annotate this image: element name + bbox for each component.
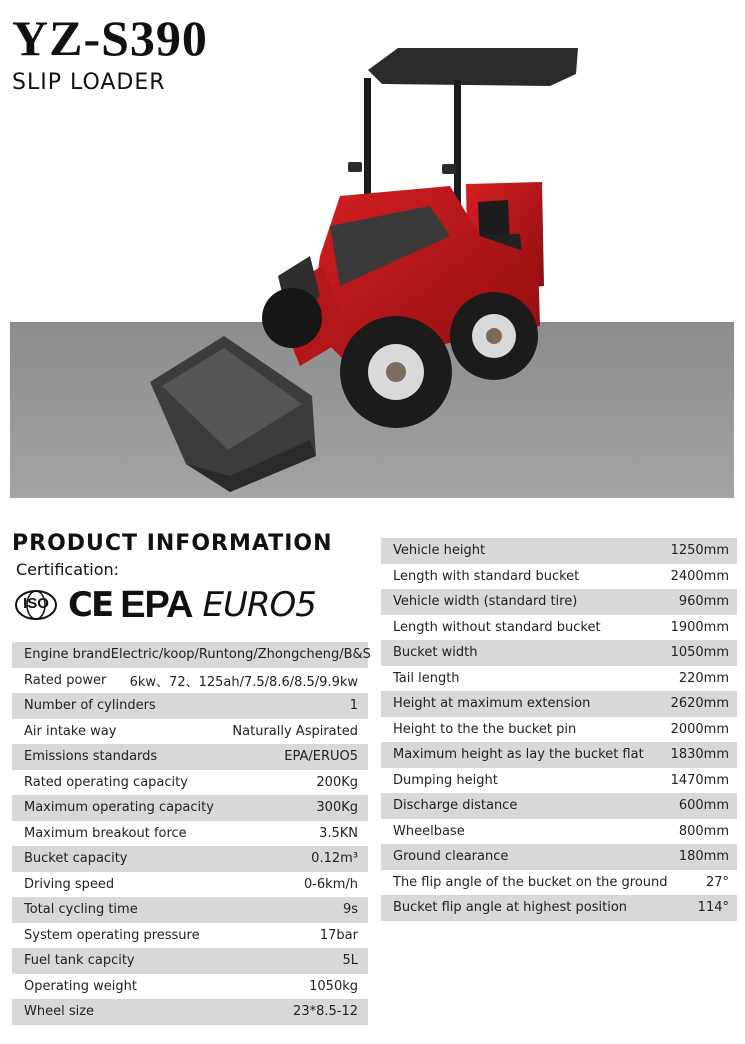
spec-value: 200Kg: [316, 774, 358, 790]
spec-value: 1830mm: [670, 747, 729, 763]
table-row: [12, 719, 368, 745]
spec-label: Tail length: [393, 670, 460, 686]
table-row: [381, 844, 737, 870]
table-row: [381, 819, 737, 845]
spec-label: Rated power: [24, 672, 107, 688]
spec-value: 1: [349, 698, 358, 714]
spec-value: 27°: [705, 874, 729, 890]
table-row: [381, 615, 737, 641]
table-row: [12, 668, 368, 694]
spec-value: 9s: [342, 902, 358, 918]
section-title: PRODUCT INFORMATION: [12, 531, 333, 556]
spec-label: Fuel tank capcity: [24, 953, 135, 969]
table-row: [12, 897, 368, 923]
spec-value: Electric/koop/Runtong/Zhongcheng/B&S: [110, 647, 371, 663]
table-row: [12, 744, 368, 770]
spec-label: Bucket capacity: [24, 851, 128, 867]
spec-label: Length without standard bucket: [393, 619, 601, 635]
spec-label: Wheel size: [24, 1004, 95, 1020]
spec-value: 2400mm: [670, 568, 729, 584]
spec-value: Naturally Aspirated: [232, 723, 358, 739]
spec-label: Air intake way: [24, 723, 117, 739]
table-row: [381, 666, 737, 692]
certification-label: Certification:: [16, 560, 120, 579]
spec-value: 1050mm: [670, 645, 729, 661]
spec-label: Dumping height: [393, 772, 498, 788]
spec-label: Ground clearance: [393, 849, 509, 865]
spec-label: Bucket flip angle at highest position: [393, 900, 628, 916]
table-row: [12, 923, 368, 949]
spec-value: 17bar: [319, 927, 358, 943]
table-row: [381, 870, 737, 896]
spec-value: 180mm: [678, 849, 729, 865]
table-row: [12, 821, 368, 847]
spec-value: EPA/ERUO5: [284, 749, 358, 765]
table-row: [381, 538, 737, 564]
spec-label: Discharge distance: [393, 798, 518, 814]
model-title: YZ-S390: [12, 10, 208, 66]
spec-table-right: [381, 538, 737, 921]
iso-logo: [14, 589, 58, 621]
spec-value: 1900mm: [670, 619, 729, 635]
spec-value: 220mm: [678, 670, 729, 686]
spec-value: 2000mm: [670, 721, 729, 737]
spec-label: Maximum operating capacity: [24, 800, 214, 816]
spec-value: 114°: [697, 900, 729, 916]
certification-logos: [14, 582, 316, 628]
spec-label: Emissions standards: [24, 749, 158, 765]
table-row: [381, 589, 737, 615]
spec-label: Rated operating capacity: [24, 774, 188, 790]
spec-value: 23*8.5-12: [293, 1004, 358, 1020]
spec-label: Total cycling time: [24, 902, 138, 918]
spec-label: Wheelbase: [393, 823, 465, 839]
table-row: [381, 717, 737, 743]
loader-illustration: [10, 36, 734, 498]
spec-value: 1250mm: [670, 543, 729, 559]
spec-value: 0-6km/h: [303, 876, 358, 892]
table-row: [381, 768, 737, 794]
spec-label: Engine brand: [24, 647, 111, 663]
spec-label: Driving speed: [24, 876, 115, 892]
table-row: [12, 770, 368, 796]
table-row: [381, 895, 737, 921]
spec-value: 300Kg: [316, 800, 358, 816]
spec-value: 1050kg: [309, 978, 358, 994]
table-row: [381, 640, 737, 666]
spec-label: Maximum height as lay the bucket flat: [393, 747, 644, 763]
spec-label: Vehicle height: [393, 543, 486, 559]
table-row: [12, 795, 368, 821]
spec-value: 1470mm: [670, 772, 729, 788]
spec-label: Operating weight: [24, 978, 137, 994]
product-photo: [10, 36, 734, 498]
spec-label: Number of cylinders: [24, 698, 156, 714]
spec-label: Height at maximum extension: [393, 696, 591, 712]
spec-label: Height to the the bucket pin: [393, 721, 577, 737]
spec-value: 600mm: [678, 798, 729, 814]
table-row: [12, 846, 368, 872]
spec-table-left: [12, 642, 371, 1025]
spec-value: 0.12m³: [311, 851, 358, 867]
spec-value: 2620mm: [670, 696, 729, 712]
table-row: [12, 693, 368, 719]
epa-logo: EPA: [120, 583, 193, 626]
table-row: [12, 872, 368, 898]
spec-value: 5L: [342, 953, 358, 969]
euro5-logo: EURO5: [202, 585, 316, 625]
table-row: [12, 974, 368, 1000]
spec-label: Bucket width: [393, 645, 478, 661]
table-row: [12, 948, 368, 974]
spec-label: Length with standard bucket: [393, 568, 580, 584]
table-row: [381, 742, 737, 768]
spec-value: 800mm: [678, 823, 729, 839]
table-row: [381, 564, 737, 590]
spec-label: Maximum breakout force: [24, 825, 187, 841]
table-row: [12, 642, 371, 668]
spec-value: 3.5KN: [319, 825, 358, 841]
iso-text: ISO: [23, 595, 49, 612]
spec-label: The flip angle of the bucket on the ground: [393, 874, 668, 890]
table-row: [381, 793, 737, 819]
ce-mark: CE: [68, 585, 113, 625]
product-subtitle: SLIP LOADER: [12, 70, 166, 95]
spec-value: 6kw、72、125ah/7.5/8.6/8.5/9.9kw: [129, 674, 358, 690]
spec-label: System operating pressure: [24, 927, 200, 943]
table-row: [12, 999, 368, 1025]
table-row: [381, 691, 737, 717]
spec-value: 960mm: [678, 594, 729, 610]
spec-label: Vehicle width (standard tire): [393, 594, 578, 610]
